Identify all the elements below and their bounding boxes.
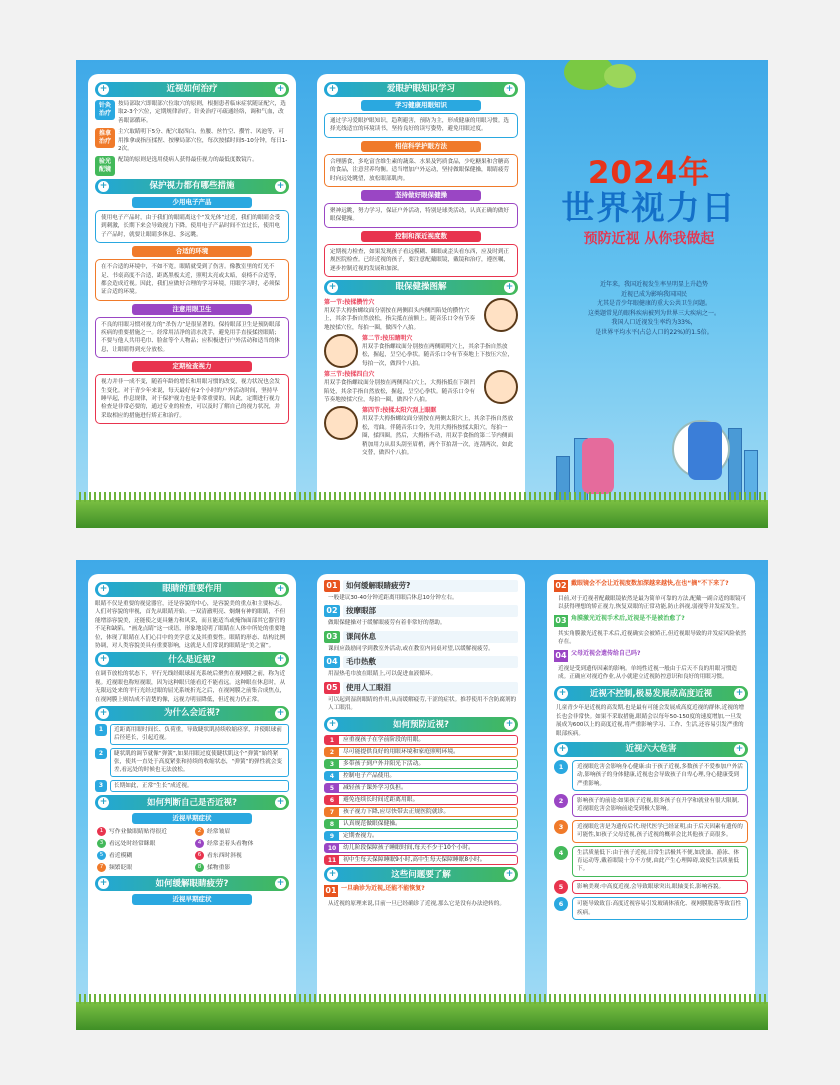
section-title: 眼睛的重要作用 — [162, 584, 222, 595]
tip-title: 相信科学护眼方法 — [361, 141, 481, 152]
symptom-item — [195, 827, 287, 836]
tip-text: 定期视力检查，如果发现孩子看远模糊、眯眼或歪头看东西，应及时到正规医院检查。已经近视的孩子，要注意配戴眼镜，戴镜和治疗，遵医嘱，逐步控制近视的发展和加深。 — [324, 244, 518, 277]
brochure-back — [76, 560, 768, 1030]
measure-list — [95, 197, 289, 424]
prevention-text: 减轻孩子课外学习负担。 — [343, 785, 407, 792]
section-title: 为什么会近视? — [164, 708, 220, 719]
tip-text: 合理膳食，多吃富含维生素的蔬菜、水果及钙质食品，少吃糖果和含糖高的食品，注意营养均衡。适当增加户外运动，坚持做眼保健操，眼睛疲劳时向远处眺望，放松眼部肌肉。 — [324, 154, 518, 187]
faq-number: 03 — [555, 615, 567, 625]
step-content — [324, 298, 480, 332]
section-header — [95, 795, 289, 810]
harm-text: 影响美观:中高度近视,会导致眼球突出,眼轴变长,影响容貌。 — [572, 880, 748, 894]
faq-answer: 其实角膜激光近视手术后,近视确实会被矫正,但近视眼导致的并发症风险依然存在。 — [558, 630, 747, 646]
relief-item — [324, 580, 518, 592]
plus-icon: + — [99, 584, 108, 594]
relief-text: 可以起到湿润眼睛的作用,从而缓解疲劳,干涩的症状。推荐使用不含防腐剂的人工眼泪。 — [328, 696, 517, 711]
harm-number: 1 — [554, 760, 568, 774]
section-title: 保护视力都有哪些措施 — [149, 181, 235, 192]
step-text: 用双手大拇指螺纹面分别按在两侧太阳穴上，其余手指自然放松，弯曲。伴随音乐口令，先用大拇指按揉太阳穴，每拍一圈，揉四圈。然后，大拇指不动，用双手食指的第二节内侧面稍加用力从眉头刮至眉梢，两个节拍刮一次，连刮两次，如此交替，做四个八拍。 — [362, 416, 514, 456]
section-header — [324, 867, 518, 882]
step-title: 第二节:按压睛明穴 — [362, 335, 413, 343]
step-content — [324, 370, 480, 404]
reason-text: 长期如此，正常“生长”成近视。 — [110, 780, 289, 792]
relief-number: 02 — [324, 605, 340, 617]
prevention-item — [324, 735, 518, 745]
treatment-text: 按局部取穴即眼部穴位取穴的原则，根据患者临床症状随证配穴，选取2-3个穴位，定期规律治疗。针灸治疗可疏通经络，调和气血，改善眼部循环。 — [118, 101, 286, 124]
plus-icon: + — [505, 84, 514, 94]
measure-text: 使用电子产品时，由于我们的眼睛离这个“发光体”过近，我们的眼睛会受到刺激，长期下来会导致视力下降。使用电子产品时间不宜过长，使用电子产品时，就要让眼睛多休息、多远眺。 — [95, 210, 289, 243]
tip-text: 通过学习爱眼护眼知识，趋利避害，预防为主，形成健康的用眼习惯。选择光线适宜的环境读书，坚持良好的读写姿势，避免用眼过度。 — [324, 113, 518, 138]
section-title: 如何缓解眼睛疲劳? — [155, 878, 229, 889]
relief-number: 05 — [324, 682, 340, 694]
plus-icon: + — [735, 743, 744, 754]
prevention-list — [324, 735, 518, 865]
prevention-text: 应重视孩子在学前阶段的用眼。 — [343, 737, 425, 744]
symptom-text: 频繁眨眼 — [109, 864, 133, 871]
prevention-text: 避免连续长时间近距离用眼。 — [343, 797, 419, 804]
step-title: 第三节:按揉四白穴 — [324, 371, 375, 379]
symptom-item — [97, 863, 189, 872]
section-title: 近视如何治疗 — [166, 84, 218, 95]
reason-number: 1 — [95, 724, 107, 736]
harm-number: 3 — [554, 820, 568, 834]
plus-icon: + — [99, 84, 108, 94]
symptom-text: 看远处时经常眯眼 — [109, 840, 156, 847]
prevention-item — [324, 759, 518, 769]
step-title: 第四节:按揉太阳穴刮上眼眶 — [362, 407, 437, 415]
plus-icon: + — [99, 654, 108, 665]
plus-icon: + — [558, 688, 567, 699]
prevention-item — [324, 843, 518, 853]
symptom-number: 2 — [195, 827, 204, 836]
symptom-text: 经常皱眉 — [207, 828, 231, 835]
treatment-tag: 验光 配镜 — [95, 156, 115, 176]
plus-icon: + — [505, 719, 514, 730]
prevention-number: 5 — [325, 784, 339, 792]
prevention-item — [324, 795, 518, 805]
symptom-text: 看近模糊 — [109, 852, 133, 859]
section-header — [95, 179, 289, 194]
panel-eye-care — [317, 74, 525, 514]
harm-item — [554, 846, 748, 877]
step-text: 用双手食指螺纹面分别按在两侧睛明穴上，其余手指自然放松，握起，呈空心拳状。随音乐口令有节奏地上下按压穴位，每拍一次，做四个八拍。 — [362, 344, 514, 367]
prevention-item — [324, 855, 518, 865]
plus-icon: + — [328, 869, 337, 880]
plus-icon: + — [505, 281, 514, 292]
prevention-item — [324, 819, 518, 829]
prevention-number: 10 — [325, 844, 339, 852]
section-header — [324, 280, 518, 295]
prevention-number: 4 — [325, 772, 339, 780]
plus-icon: + — [99, 878, 108, 889]
plus-icon: + — [505, 869, 514, 880]
symptom-item — [195, 839, 287, 848]
symptom-item — [195, 851, 287, 860]
relief-title: 如何缓解眼睛疲劳? — [343, 580, 518, 592]
prevention-number: 11 — [325, 856, 339, 864]
relief-list — [324, 580, 518, 715]
relief-title: 课间休息 — [343, 631, 518, 643]
prevention-text: 控制电子产品使用。 — [343, 773, 396, 780]
harm-text: 生活质量低下:由于孩子近视,日常生活极其不便,如洗澡、游泳、体育运动等,戴着眼镜十分不方便,由此产生心理障碍,致使生活质量低下。 — [572, 846, 748, 877]
section-header — [554, 742, 748, 757]
faq-answer: 近视是受到遗传因素的影响。单纯性近视一般由于后天不良的用眼习惯造成。正确应对视近作业,从小就建立近视防控意识和良好的用眼习惯。 — [558, 665, 738, 680]
panel-harms — [547, 574, 755, 1016]
section-header — [95, 582, 289, 597]
harm-number: 5 — [554, 880, 568, 894]
exercise-step — [324, 298, 518, 332]
cover-slogan: 预防近视 从你我做起 — [583, 231, 715, 248]
prevention-item — [324, 807, 518, 817]
measure-title: 合适的环境 — [132, 246, 252, 257]
harm-text: 可能导致致盲:高度近视容易引发玻璃体液化、视网膜脱落等致盲性疾病。 — [572, 897, 748, 920]
section-title: 近视六大危害 — [625, 744, 677, 755]
panel-prevention — [317, 574, 525, 1016]
prevention-item — [324, 771, 518, 781]
harm-number: 4 — [554, 846, 568, 860]
cover-name: 世界视力日 — [561, 188, 737, 228]
cover-title — [542, 156, 756, 250]
myopia-definition: 在调节放松的状态下，平行光线经眼球屈光系统后聚焦在视网膜之前，称为近视。近视眼也称短视眼，因为这种眼只能看近不能看远。这种眼在休息时，从无限远处来的平行光经过眼的屈光系统折光之后，在视网膜之前集合成焦点，在视网膜上则结成不清楚的像，远视力明显降低，但近视力仍正常。 — [95, 671, 286, 703]
section-header — [95, 706, 289, 721]
symptom-number: 4 — [195, 839, 204, 848]
intro-line: 我国人口近视发生率约为33%， — [611, 319, 697, 327]
fatigue-subtitle: 近视早期症状 — [132, 894, 252, 905]
importance-text: 眼睛不仅是重要的视觉器官，还是容貌的中心，是容貌美的重点和主要标志。人们对容貌的审视，首先从眼睛开始。一双清澈明亮、炯炯有神的眼睛，不但能增添容貌美，还能使之更具魅力和风采，而且能适当或掩饰面部其它器官的不足和缺陷。“画龙点睛”这一成语，形象地说明了眼睛在人体中所处的重要地位，体现了眼睛在人们心目中的美学意义及其重要性。眼睛的形态、结构比例协调，对人类容貌美具有重要影响，这就是人们常说的眼睛是“美之窗”。 — [95, 601, 286, 649]
faq-item — [554, 615, 748, 627]
intro-line: 近年来，我国近视发生率呈明显上升趋势 — [599, 281, 708, 288]
symptom-item — [97, 827, 189, 836]
exercise-step — [324, 370, 518, 404]
reason-text: 近距离用眼时间长、负荷重，导致睫状肌持续收缩痉挛，并使眼球前后径延长，引起近视。 — [110, 724, 289, 745]
child-illustration — [484, 298, 518, 332]
relief-title: 毛巾热敷 — [343, 656, 518, 668]
step-text: 用双手大拇指螺纹面分别按在两侧眉头内侧凹陷处的攒竹穴上，其余手指自然放松，指尖抵在前额上。随音乐口令有节奏地按揉穴位，每拍一圈，做四个八拍。 — [324, 307, 476, 331]
prevention-item — [324, 747, 518, 757]
harm-item — [554, 820, 748, 843]
reason-row — [95, 748, 289, 777]
relief-text: 用湿热毛巾放在眼睛上,可以促进血液循环。 — [328, 671, 437, 678]
relief-text: 一般建议30-40分钟近距离用眼后休息10分钟左右。 — [328, 595, 458, 601]
relief-number: 03 — [324, 631, 340, 643]
importance-block — [95, 600, 289, 650]
symptom-number: 3 — [97, 839, 106, 848]
harm-text: 近视眼危害是为遗传后代:现代医学已经证明,由于后天因素有遗传的可能性,如孩子父母近视,孩子近视的概率会比其他孩子高很多。 — [572, 820, 748, 843]
measure-text: 视力并非一成不变，随着年龄的增长和用眼习惯的改变，视力状况也会发生变化。对于青少年来说，每天最好有2个小时的户外活动时间，坚持早睡早起，作息规律，对于保护视力也是非常重要的。因此，定期进行视力检查是非常必要的，通过专业的检查，可以及时了解自己的视力状况，并采取相应的措施进行矫正和治疗。 — [95, 374, 289, 424]
reason-number: 3 — [95, 780, 107, 792]
symptom-text: 经常歪着头看物体 — [207, 840, 254, 847]
panel-eye-importance — [88, 574, 296, 1016]
faq-list — [554, 580, 748, 684]
measure-title: 注意用眼卫生 — [132, 304, 252, 315]
building-illustration — [728, 428, 742, 502]
intro-line: 尤其是青少年眼健康的重大公共卫生问题。 — [596, 300, 711, 308]
intro-line: 是世界平均水平(占总人口的22%)的1.5倍。 — [595, 328, 713, 336]
prevention-text: 初中生每天保障睡眠9小时,高中生每天保障睡眠8小时。 — [343, 857, 486, 864]
section-header — [95, 876, 289, 891]
section-title: 如何预防近视? — [393, 719, 449, 730]
section-title: 眼保健操图解 — [395, 282, 447, 293]
prevention-text: 定期查视力。 — [343, 833, 378, 840]
symptom-number: 1 — [97, 827, 106, 836]
harm-number: 2 — [554, 794, 568, 808]
plus-icon: + — [328, 84, 337, 94]
treatment-text: 主穴取睛明下5分、配穴取四白、鱼腰、丝竹空、攒竹、风池等，可用推拿或指压揉捏、按摩局部穴位，每次按揉时间5-10分钟，每日1-2次。 — [118, 129, 288, 152]
girl-illustration — [582, 438, 614, 494]
faq-number: 04 — [555, 650, 567, 660]
plus-icon: + — [276, 707, 285, 718]
faq-item — [554, 580, 748, 592]
step-content — [362, 334, 518, 368]
plus-icon: + — [99, 797, 108, 808]
reason-list — [95, 724, 289, 792]
section-title: 近视不控制,极易发展成高度近视 — [589, 688, 713, 699]
harm-number: 6 — [554, 897, 568, 911]
prevention-number: 3 — [325, 760, 339, 768]
prevention-text: 幼儿阶段保障孩子睡眠时间,每天不少于10个小时。 — [343, 845, 474, 852]
intro-line: 这类题常见的眼科疾病被列为世界三大疾病之一。 — [587, 309, 720, 317]
tips-list — [324, 100, 518, 277]
measure-title: 定期检查视力 — [132, 361, 252, 372]
plus-icon: + — [276, 878, 285, 889]
reason-row — [95, 724, 289, 745]
relief-title: 按摩眼部 — [343, 605, 518, 617]
treatment-tag: 推拿 治疗 — [95, 128, 115, 148]
plus-icon: + — [328, 719, 337, 730]
faq-item — [324, 885, 518, 897]
prevention-text: 孩子视力下降,应尽快带去正规医院就诊。 — [343, 809, 450, 816]
symptom-number: 5 — [97, 851, 106, 860]
intro-line: 近视已成为影响我国国民 — [620, 290, 687, 298]
faq-question: 父母近视会遗传给自己吗? — [571, 649, 641, 657]
brochure-front — [76, 60, 768, 528]
section-title: 如何判断自己是否近视? — [147, 797, 237, 808]
section-header — [95, 652, 289, 667]
prevention-number: 2 — [325, 748, 339, 756]
measure-title: 少用电子产品 — [132, 197, 252, 208]
section-title: 什么是近视? — [168, 654, 216, 665]
step-text: 用双手食指螺纹面分别按在两侧四白穴上，大拇指抵在下颌凹陷处，其余手指自然放松，握起，呈空心拳状。随音乐口令有节奏地按揉穴位，每拍一圈，做四个八拍。 — [324, 380, 476, 404]
plus-icon: + — [328, 281, 337, 292]
prevention-text: 认真规范做眼保健操。 — [343, 821, 401, 828]
harm-text: 影响孩子的前途:如果孩子近视,很多孩子在升学和就业有很大限制,近视眼危害会影响前途受到极大影响。 — [572, 794, 748, 817]
section-title: 爱眼护眼知识学习 — [386, 84, 455, 95]
relief-item — [324, 656, 518, 668]
step-content — [362, 406, 518, 457]
boy-illustration — [688, 422, 722, 480]
faq-answer: 目前,对于近视者配戴眼镜依然是最为简单可靠的方法,配戴一副合适的眼镜可以获得理想的矫正视力,恢复双眼的正常功能,防止斜视,弱视等并发症发生。 — [558, 596, 747, 611]
symptom-text: 看东西时斜视 — [207, 852, 242, 859]
treatment-row — [95, 100, 289, 125]
faq-question: 角膜激光近视手术后,近视是不是被治愈了? — [571, 614, 685, 622]
exercise-step — [324, 406, 518, 457]
treatment-row — [95, 156, 289, 176]
relief-number: 01 — [324, 580, 340, 592]
plus-icon: + — [99, 180, 108, 191]
high-myopia-text: 儿童青少年是近视的高发期,也是最有可能会发展成高度近视的群体,近视的增长也会非常快。如果不采取措施,眼睛会以每年50-150度的速度增加,一旦发展成为600以上的高度近视,将严重影响学习、工作、生活,还容易引发严重的眼部疾病。 — [556, 705, 745, 737]
grass-decoration — [76, 1002, 768, 1030]
faq-answer: 从近视的原理来说,目前一旦已经确诊了近视,那么它是没有办法逆转的。 — [328, 901, 505, 908]
symptom-text: 写作业做眼睛贴得很近 — [109, 828, 167, 835]
harm-item — [554, 897, 748, 920]
section-header — [95, 82, 289, 97]
treatment-tag: 针灸 治疗 — [95, 100, 115, 120]
plus-icon: + — [99, 707, 108, 718]
plus-icon: + — [276, 84, 285, 94]
faq-item — [554, 650, 748, 662]
tip-title: 控制和深近视度数 — [361, 231, 481, 242]
tip-text: 聚神远眺，努力学习，保证户外活动，特别是球类活动，认真正确的做好眼保健操。 — [324, 203, 518, 228]
plus-icon: + — [276, 584, 285, 594]
tip-title: 坚持做好眼保健操 — [361, 190, 481, 201]
symptom-item — [97, 839, 189, 848]
symptom-item — [97, 851, 189, 860]
relief-number: 04 — [324, 656, 340, 668]
plus-icon: + — [558, 743, 567, 754]
plus-icon: + — [276, 180, 285, 191]
child-illustration — [324, 406, 358, 440]
cover-intro — [552, 280, 756, 338]
relief-item — [324, 682, 518, 694]
harm-item — [554, 794, 748, 817]
plus-icon: + — [735, 688, 744, 699]
child-illustration — [484, 370, 518, 404]
prevention-text: 尽可能提供良好的用眼环境和家庭照明环境。 — [343, 749, 459, 756]
panel-treatment — [88, 74, 296, 514]
relief-text: 做眼保健操对于缓解眼疲劳有着非常好的帮助。 — [328, 620, 446, 627]
symptom-number: 6 — [195, 851, 204, 860]
prevention-number: 9 — [325, 832, 339, 840]
section-header — [324, 717, 518, 732]
harm-item — [554, 760, 748, 791]
harm-text: 近视眼危害会影响身心健康:由于孩子近视,多数孩子不爱参加户外活动,影响孩子的身体健康,近视也会导致孩子自卑心理,身心健康受到严重影响。 — [572, 760, 748, 791]
symptom-number: 8 — [195, 863, 204, 872]
treatment-list — [95, 100, 289, 176]
treatment-text: 配镜的原则是选用使病人获得最佳视力的最低度数镜片。 — [118, 157, 258, 164]
harm-item — [554, 880, 748, 894]
relief-item — [324, 605, 518, 617]
tip-title: 学习健康用眼知识 — [361, 100, 481, 111]
section-title: 这些问题要了解 — [391, 869, 451, 880]
reason-row — [95, 780, 289, 792]
prevention-number: 8 — [325, 820, 339, 828]
section-header — [554, 686, 748, 701]
prevention-item — [324, 783, 518, 793]
prevention-number: 6 — [325, 796, 339, 804]
harm-list — [554, 760, 748, 920]
prevention-text: 多带孩子到户外并阳光下活动。 — [343, 761, 425, 768]
cover-year: 2024年 — [587, 155, 711, 191]
exercise-step — [324, 334, 518, 368]
treatment-row — [95, 128, 289, 153]
symptoms-subtitle: 近视早期症状 — [132, 813, 252, 824]
measure-text: 不良的用眼习惯对视力的“杀伤力”是很显著的。保持眼部卫生是预防眼部疾病的重要措施之一。经常用洁净的清水洗手，避免用手直接揉搓眼睛；不要与他人共用毛巾、脸盆等个人物品；应积极进行户外活动和适当的休息，让眼睛得到充分放松。 — [95, 317, 289, 359]
grass-decoration — [76, 500, 768, 528]
relief-title: 使用人工眼泪 — [343, 682, 518, 694]
child-illustration — [324, 334, 358, 368]
prevention-number: 1 — [325, 736, 339, 744]
relief-text: 课间应鼓励同学到教室外活动,或在教室内同桌对望,以缓解视疲劳。 — [328, 645, 494, 652]
symptom-item — [195, 863, 287, 872]
reason-number: 2 — [95, 748, 107, 760]
faq-question: 一旦确诊为近视,还能不能恢复? — [341, 885, 425, 893]
section-header — [324, 82, 518, 97]
leaves-decoration — [604, 64, 636, 88]
faq-number: 01 — [325, 886, 337, 896]
relief-item — [324, 631, 518, 643]
faq-question: 戴眼镜会不会让近视度数加深越来越快,在也“摘”不下来了? — [571, 580, 729, 587]
measure-text: 在不合适的环境中，不如不宽。眼睛就受到了伤害。像教室里的灯光不足、书桌高度不合适，距离黑板太近，照明太亮或太暗，桌椅不合适等，都会造成近视。因此，我们应做好合理的学习环境，用眼学习时，必须保证合适的环境。 — [95, 259, 289, 301]
symptom-text: 揉物重影 — [207, 864, 231, 871]
plus-icon: + — [276, 654, 285, 665]
symptom-number: 7 — [97, 863, 106, 872]
prevention-number: 7 — [325, 808, 339, 816]
prevention-item — [324, 831, 518, 841]
faq-number: 02 — [555, 581, 567, 590]
symptom-grid — [97, 827, 287, 872]
exercise-steps — [324, 298, 518, 457]
reason-text: 睫状肌的调节就像“弹簧”,如果用眼过度使睫状肌这个“弹簧”始终紧张，使其一直处于高度紧张和持续的收缩状态，“弹簧”的弹性就会变差,看远处的时候也无法放松。 — [110, 748, 289, 777]
plus-icon: + — [276, 797, 285, 808]
step-title: 第一节:按揉攒竹穴 — [324, 298, 375, 306]
